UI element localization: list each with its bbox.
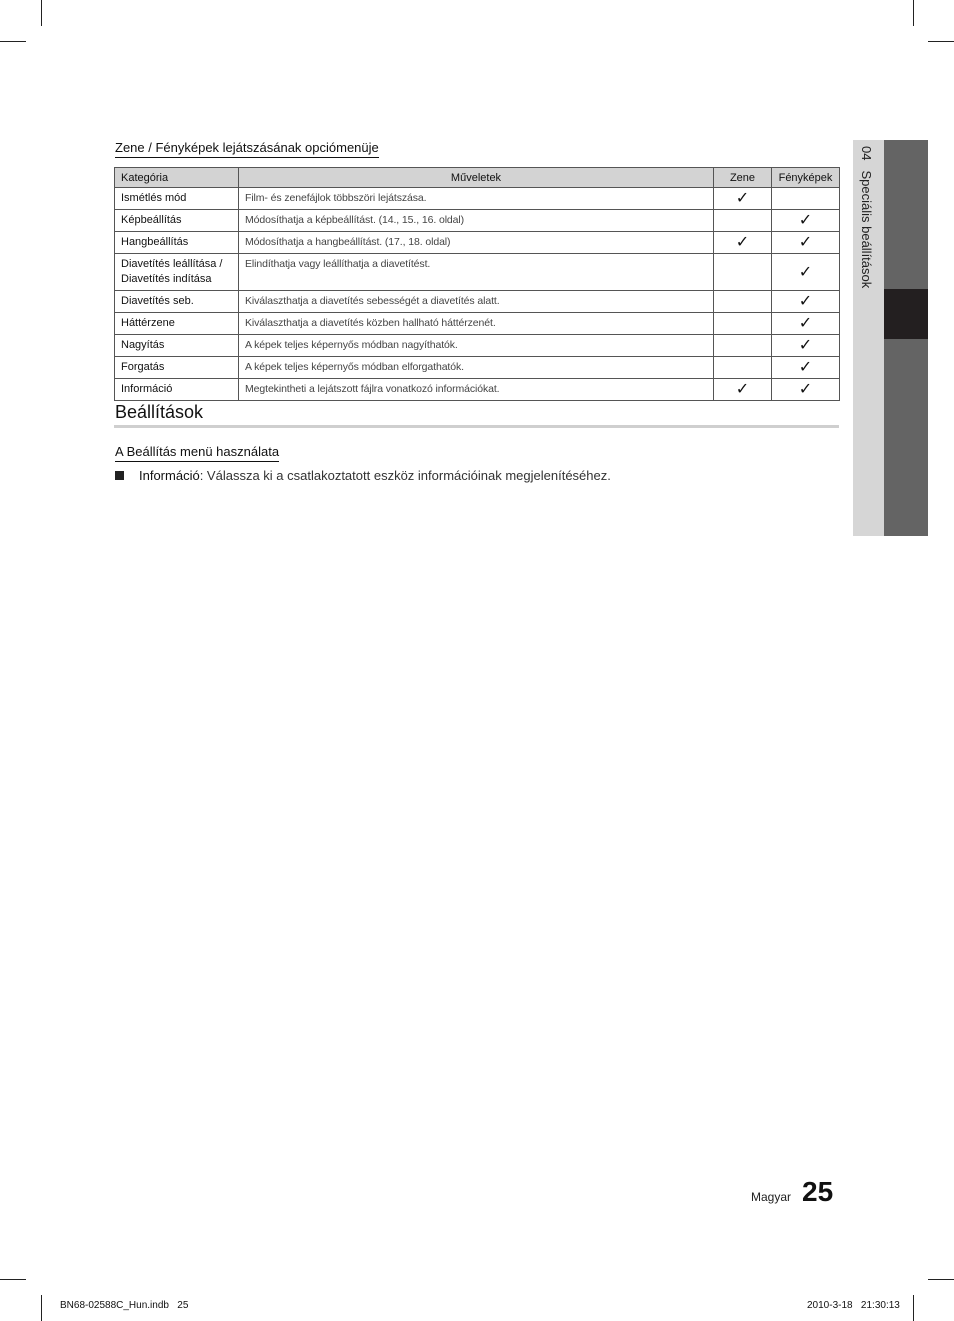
bullet-term: Információ — [139, 468, 200, 483]
crop-mark — [41, 1295, 42, 1321]
header-photos: Fényképek — [772, 168, 840, 188]
music-check — [714, 313, 772, 335]
row-category: Nagyítás — [115, 335, 239, 357]
crop-mark — [928, 41, 954, 42]
photos-check: ✓ — [772, 335, 840, 357]
crop-mark — [0, 1279, 26, 1280]
page-language: Magyar — [751, 1190, 792, 1204]
table-row — [115, 313, 840, 335]
photos-check: ✓ — [772, 254, 840, 291]
options-table — [114, 167, 840, 401]
crop-mark — [928, 1279, 954, 1280]
chapter-tab-block — [884, 140, 928, 289]
chapter-number: 04 — [859, 146, 874, 161]
crop-mark — [913, 0, 914, 26]
bullet-item — [115, 468, 611, 483]
row-description: Kiválaszthatja a diavetítés sebességét a diavetítés alatt. — [239, 291, 714, 313]
header-category: Kategória — [115, 168, 239, 188]
table-row — [115, 335, 840, 357]
photos-check: ✓ — [772, 291, 840, 313]
row-category-line2: Diavetítés indítása — [121, 273, 212, 285]
chapter-tab-label — [859, 146, 874, 288]
row-category: Képbeállítás — [115, 210, 239, 232]
photos-check: ✓ — [772, 379, 840, 401]
crop-mark — [0, 41, 26, 42]
music-check — [714, 335, 772, 357]
row-description: A képek teljes képernyős módban elforgathatók. — [239, 357, 714, 379]
row-description: Kiválaszthatja a diavetítés közben hallható háttérzenét. — [239, 313, 714, 335]
chapter-title: Speciális beállítások — [859, 170, 874, 289]
table-row — [115, 254, 840, 291]
table-heading: Zene / Fényképek lejátszásának opciómenüje — [115, 140, 379, 158]
page-number: 25 — [802, 1176, 834, 1207]
row-category: Diavetítés seb. — [115, 291, 239, 313]
table-row — [115, 291, 840, 313]
row-description: Film- és zenefájlok többszöri lejátszása. — [239, 188, 714, 210]
header-music: Zene — [714, 168, 772, 188]
row-category: Ismétlés mód — [115, 188, 239, 210]
row-description: Elindíthatja vagy leállíthatja a diavetítést. — [239, 254, 714, 291]
section-divider — [114, 425, 839, 428]
photos-check: ✓ — [772, 210, 840, 232]
music-check: ✓ — [714, 232, 772, 254]
print-slug-file: BN68-02588C_Hun.indb 25 — [60, 1300, 189, 1311]
table-header-row — [115, 168, 840, 188]
row-description: Módosíthatja a hangbeállítást. (17., 18. oldal) — [239, 232, 714, 254]
print-slug-timestamp: 2010-3-18 21:30:13 — [807, 1300, 900, 1311]
row-category: Információ — [115, 379, 239, 401]
square-bullet-icon — [115, 471, 124, 480]
row-description: Módosíthatja a képbeállítást. (14., 15., 16. oldal) — [239, 210, 714, 232]
row-category: Háttérzene — [115, 313, 239, 335]
table-row — [115, 232, 840, 254]
header-operations: Műveletek — [239, 168, 714, 188]
bullet-text: : Válassza ki a csatlakoztatott eszköz információinak megjelenítéséhez. — [199, 468, 611, 483]
music-check — [714, 254, 772, 291]
music-check: ✓ — [714, 188, 772, 210]
row-category: Hangbeállítás — [115, 232, 239, 254]
section-subheading: A Beállítás menü használata — [115, 444, 279, 462]
table-row — [115, 379, 840, 401]
photos-check — [772, 188, 840, 210]
music-check — [714, 357, 772, 379]
row-description: A képek teljes képernyős módban nagyíthatók. — [239, 335, 714, 357]
table-row — [115, 357, 840, 379]
photos-check: ✓ — [772, 357, 840, 379]
photos-check: ✓ — [772, 313, 840, 335]
row-category: Forgatás — [115, 357, 239, 379]
row-description: Megtekintheti a lejátszott fájlra vonatkozó információkat. — [239, 379, 714, 401]
photos-check: ✓ — [772, 232, 840, 254]
row-category — [115, 254, 239, 291]
music-check — [714, 291, 772, 313]
section-title: Beállítások — [115, 402, 204, 422]
music-check: ✓ — [714, 379, 772, 401]
chapter-tab-block — [884, 339, 928, 536]
music-check — [714, 210, 772, 232]
table-row — [115, 210, 840, 232]
row-category-line1: Diavetítés leállítása / — [121, 258, 223, 270]
table-row — [115, 188, 840, 210]
chapter-tab-active-block — [884, 289, 928, 339]
crop-mark — [41, 0, 42, 26]
crop-mark — [913, 1295, 914, 1321]
